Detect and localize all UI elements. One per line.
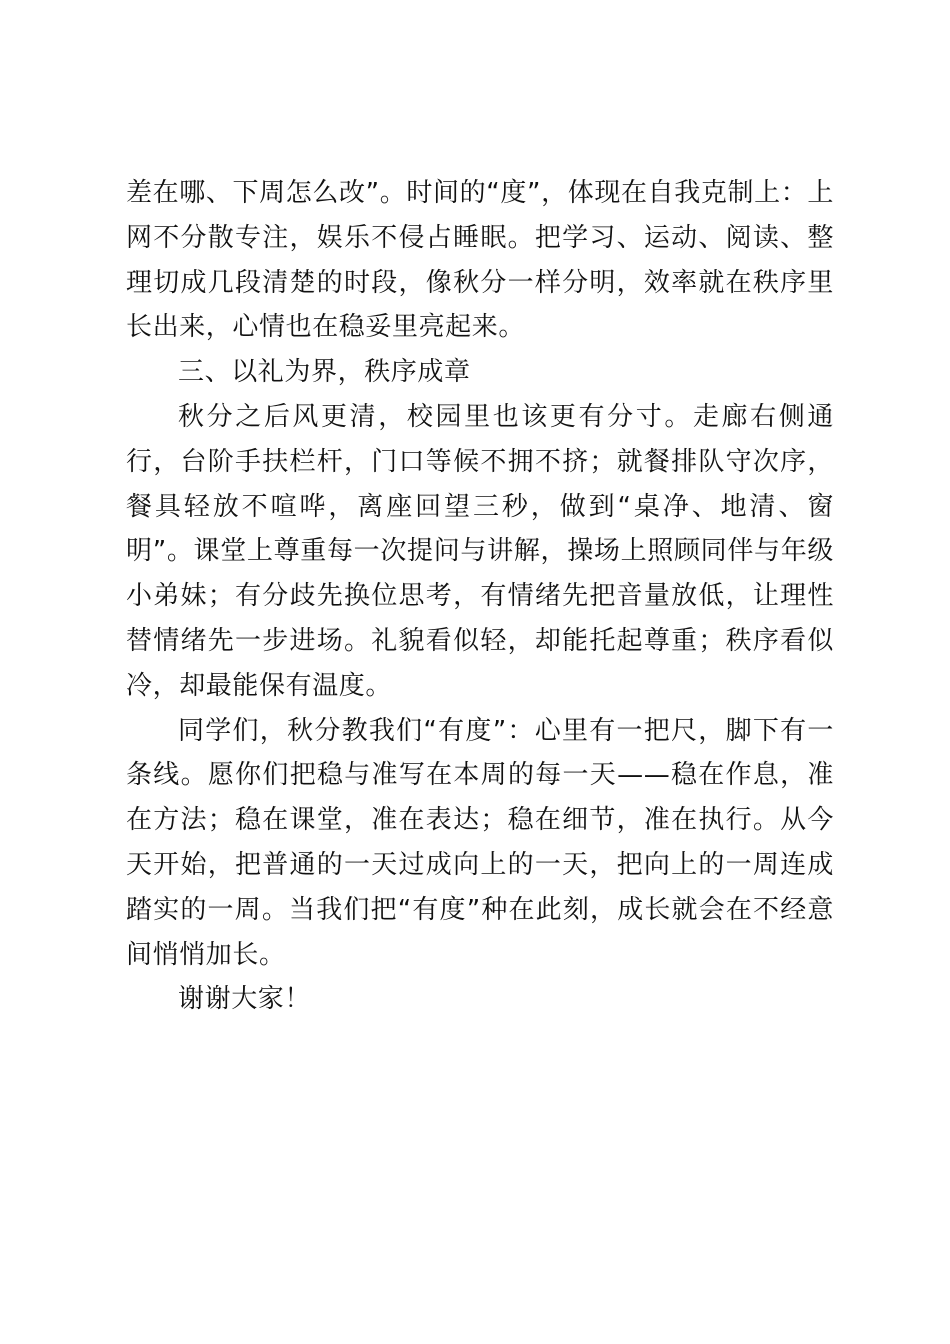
paragraph-continuation: 差在哪、下周怎么改”。时间的“度”，体现在自我克制上：上网不分散专注，娱乐不侵占睡眠。把学习、运动、阅读、整理切成几段清楚的时段，像秋分一样分明，效率就在秩序里长出来，心情也在稳妥里亮起来。 <box>126 178 834 343</box>
paragraph-closing: 同学们，秋分教我们“有度”：心里有一把尺，脚下有一条线。愿你们把稳与准写在本周的每一天——稳在作息，准在方法；稳在课堂，准在表达；稳在细节，准在执行。从今天开始，把普通的一天过成向上的一天，把向上的一周连成踏实的一周。当我们把“有度”种在此刻，成长就会在不经意间悄悄加长。 <box>126 715 834 970</box>
document-body <box>126 171 834 1022</box>
paragraph-etiquette: 秋分之后风更清，校园里也该更有分寸。走廊右侧通行，台阶手扶栏杆，门口等候不拥不挤；就餐排队守次序，餐具轻放不喧哗，离座回望三秒，做到“桌净、地清、窗明”。课堂上尊重每一次提问与讲解，操场上照顾同伴与年级小弟妹；有分歧先换位思考，有情绪先把音量放低，让理性替情绪先一步进场。礼貌看似轻，却能托起尊重；秩序看似冷，却最能保有温度。 <box>126 401 834 701</box>
section-heading-3: 三、以礼为界，秩序成章 <box>178 357 471 388</box>
paragraph-thanks: 谢谢大家！ <box>178 984 312 1015</box>
